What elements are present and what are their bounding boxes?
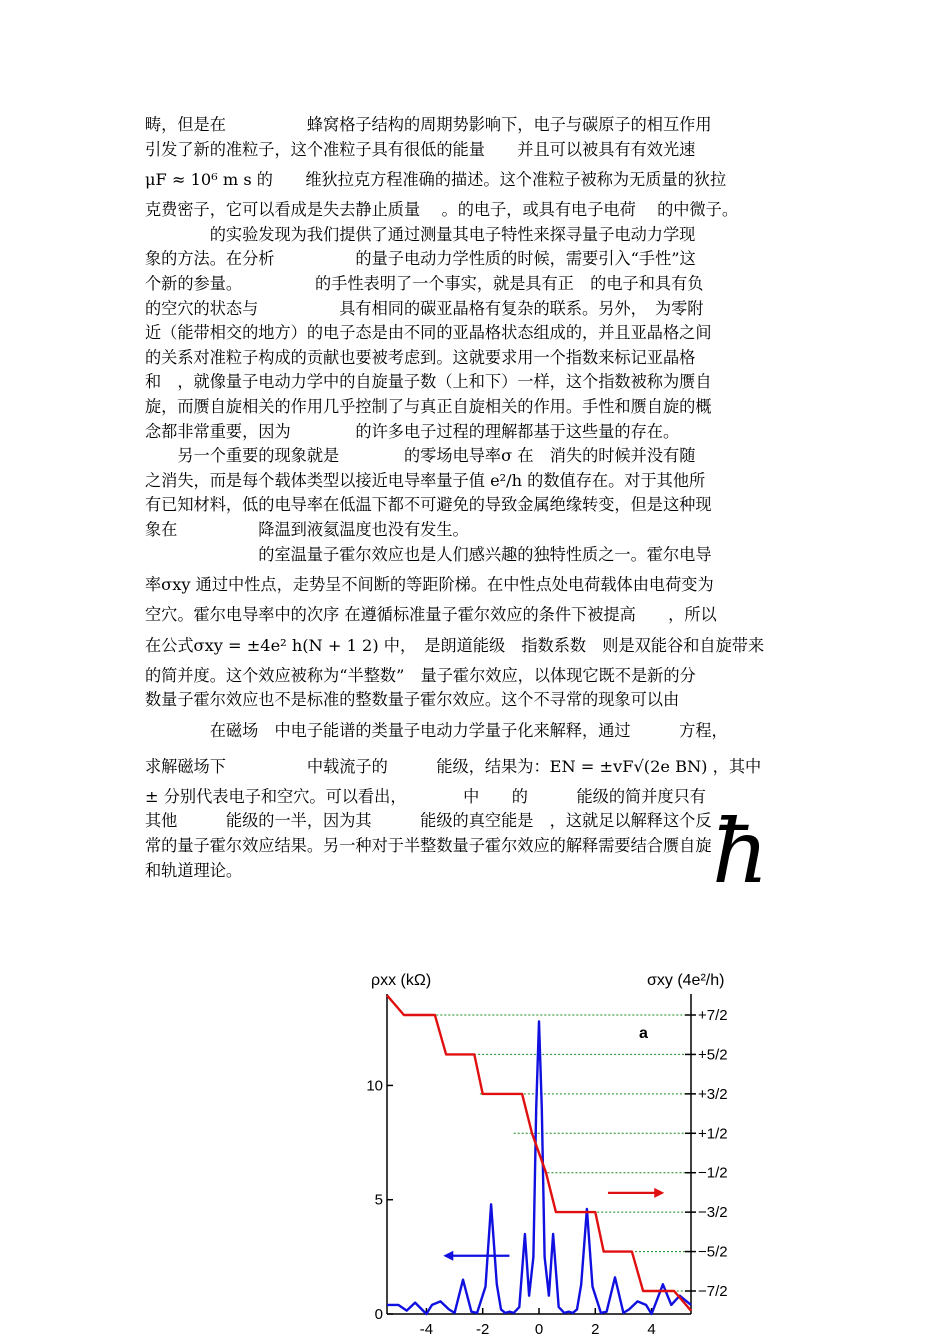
text-line-11: 和 ，就像量子电动力学中的自旋量子数（上和下）一样，这个指数被称为赝自 [145,372,712,392]
body-text [145,113,810,883]
arrow-left-head [443,1251,453,1261]
text-line-5: 的实验发现为我们提供了通过测量其电子特性来探寻量子电动力学现 [145,224,696,244]
left-tick-label: 10 [366,1077,383,1095]
right-tick-label: −3/2 [698,1204,728,1222]
text-line-25: 求解磁场下 中载流子的 能级，结果为：EN = ±vF√(2e BN) ，其中 [145,756,762,776]
x-tick-label: 2 [591,1321,600,1338]
right-tick-label: +5/2 [698,1046,728,1064]
right-tick-label: −1/2 [698,1164,728,1182]
left-axis-label: ρxx (kΩ) [371,972,432,989]
right-axis-label: σxy (4e²/h) [647,972,725,989]
x-tick-label: -4 [419,1321,434,1338]
arrow-right-head [654,1188,664,1198]
hbar-symbol: ħ [712,800,769,903]
text-line-7: 个新的参量。 的手性表明了一个事实，就是具有正 的电子和具有负 [145,273,704,293]
text-line-15: 之消失，而是每个载体类型以接近电导率量子值 e²/h 的数值存在。对于其他所 [145,470,706,490]
chart-svg [365,962,765,1344]
text-line-14: 另一个重要的现象就是 的零场电导率σ 在 消失的时候并没有随 [145,446,696,466]
left-tick-label: 0 [374,1306,383,1323]
text-line-17: 象在 降温到液氦温度也没有发生。 [145,519,469,539]
text-line-22: 的简并度。这个效应被称为“半整数” 量子霍尔效应，以体现它既不是新的分 [145,665,696,685]
text-line-18: 的室温量子霍尔效应也是人们感兴趣的独特性质之一。霍尔电导 [145,544,712,564]
text-line-6: 象的方法。在分析 的量子电动力学性质的时候，需要引入“手性”这 [145,249,696,269]
text-line-26: ± 分别代表电子和空穴。可以看出， 中 的 能级的简并度只有 [145,786,706,806]
series-layer [387,995,691,1314]
text-line-23: 数量子霍尔效应也不是标准的整数量子霍尔效应。这个不寻常的现象可以由 [145,690,680,710]
text-line-16: 有已知材料，低的电导率在低温下都不可避免的导致金属绝缘转变，但是这种现 [145,495,712,515]
text-line-10: 的关系对准粒子构成的贡献也要被考虑到。这就要求用一个指数来标记亚晶格 [145,347,696,367]
x-tick-label: 0 [534,1321,544,1338]
right-tick-label: −7/2 [698,1283,728,1300]
figure-qhe-chart [365,962,765,1344]
series-rho_xx [387,1021,691,1314]
right-tick-label: +1/2 [698,1125,728,1143]
text-line-28: 常的量子霍尔效应结果。另一种对于半整数量子霍尔效应的解释需要结合赝自旋 [145,836,712,856]
panel-label: a [639,1025,648,1042]
right-tick-label: +3/2 [698,1085,728,1103]
text-line-3: μF ≈ 10⁶ m s 的 维狄拉克方程准确的描述。这个准粒子被称为无质量的狄拉 [145,170,727,190]
text-line-8: 的空穴的状态与 具有相同的碳亚晶格有复杂的联系。另外， 为零附 [145,298,704,318]
right-tick-label: +7/2 [698,1007,728,1024]
left-tick-label: 5 [374,1191,383,1209]
text-line-20: 空穴。霍尔电导率中的次序 在遵循标准量子霍尔效应的条件下被提高 ，所以 [145,605,717,625]
right-tick-label: −5/2 [698,1243,728,1261]
text-line-27: 其他 能级的一半，因为其 能级的真空能是 ，这就足以解释这个反 [145,811,712,831]
text-line-24: 在磁场 中电子能谱的类量子电动力学量子化来解释，通过 方程， [145,720,728,740]
x-tick-label: -2 [476,1321,490,1338]
text-line-9: 近（能带相交的地方）的电子态是由不同的亚晶格状态组成的，并且亚晶格之间 [145,323,712,343]
text-line-29: 和轨道理论。 [145,860,243,880]
text-line-2: 引发了新的准粒子，这个准粒子具有很低的能量 并且可以被具有有效光速 [145,139,696,159]
x-tick-label: 4 [647,1321,656,1338]
text-line-12: 旋，而赝自旋相关的作用几乎控制了与真正自旋相关的作用。手性和赝自旋的概 [145,396,712,416]
text-line-19: 率σxy 通过中性点，走势呈不间断的等距阶梯。在中性点处电荷载体由电荷变为 [145,575,714,595]
text-line-1: 畴，但是在 蜂窝格子结构的周期势影响下，电子与碳原子的相互作用 [145,115,712,134]
text-line-21: 在公式σxy = ±4e² h(N + 1 2) 中， 是朗道能级 指数系数 则是双能谷和自旋带来 [145,635,765,655]
text-line-4: 克费密子，它可以看成是失去静止质量 。的电子，或具有电子电荷 的中微子。 [145,200,739,220]
text-line-13: 念都非常重要，因为 的许多电子过程的理解都基于这些量的存在。 [145,421,680,441]
